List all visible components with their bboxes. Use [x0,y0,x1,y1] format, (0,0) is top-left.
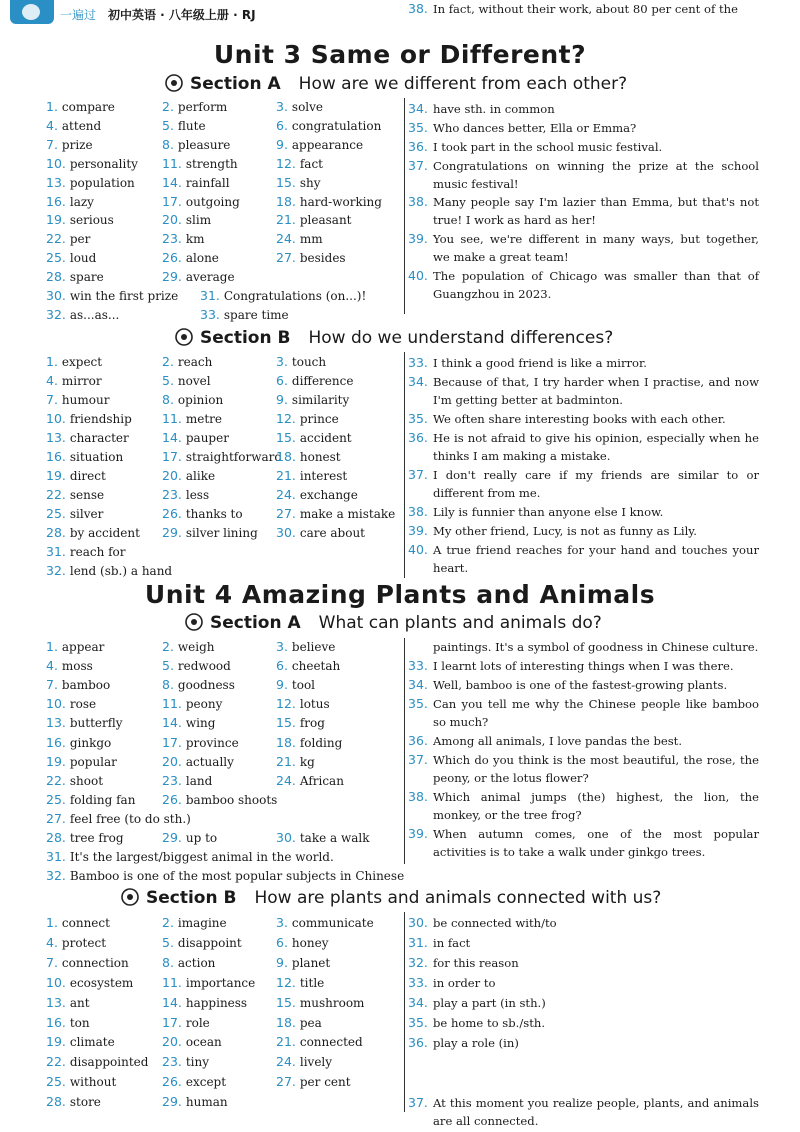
pen-medal-icon [184,613,204,631]
vocab-item: 15. mushroom [276,994,365,1010]
vocab-item: 13. population [46,174,135,190]
sentence-item: in order to [433,976,496,990]
sentence-number: 36. [408,430,428,445]
sentence-item: You see, we're different in many ways, but together, we make a great team! [433,232,759,265]
vocab-item: 11. metre [162,411,222,426]
vocab-item: 16. ginkgo [46,734,112,750]
vocab-item: 32. Bamboo is one of the most popular subjects in Chinese [46,868,405,884]
vocab-item: 12. prince [276,411,339,426]
vocab-item: 8. opinion [162,392,224,407]
vocab-item: 7. bamboo [46,677,111,693]
vocab-item: 5. disappoint [162,934,242,950]
series-title: 初中英语 · 八年级上册 · RJ [108,8,256,22]
vocab-item: 20. alike [162,468,216,483]
vocab-item: 27. make a mistake [276,506,396,521]
sentence-number: 35. [408,696,428,711]
logo-text: 一遍过 [60,8,97,22]
vocab-item: 30. take a walk [276,830,370,845]
vocab-item: 11. strength [162,155,238,171]
vocab-item: 8. goodness [162,677,235,693]
sentence-item: be home to sb./sth. [433,1016,546,1030]
vocab-item: 24. mm [276,231,323,247]
vocab-item: 5. redwood [162,658,231,674]
sentence-number: 38. [408,504,428,519]
sentence-item: Lily is funnier than anyone else I know. [433,505,664,519]
vocab-item: 12. fact [276,155,323,171]
sentence-item: Many people say I'm lazier than Emma, but that's not true! I work as hard as her! [433,195,759,228]
vocab-item: 8. action [162,954,216,970]
sentence-item: The population of Chicago was smaller than that of Guangzhou in 2023. [433,269,759,302]
vocab-item: 23. km [162,231,205,247]
sentence-number: 31. [408,935,428,950]
vocab-item: 7. humour [46,392,110,407]
sentence-continuation: paintings. It's a symbol of goodness in Chinese culture. [433,640,759,654]
vocab-item: 3. believe [276,639,336,654]
vocab-item: 14. pauper [162,430,229,445]
sentence-item: Among all animals, I love pandas the best. [433,734,683,748]
vocab-item: 1. expect [46,354,103,369]
vocab-item: 14. wing [162,715,216,731]
vocab-item: 28. tree frog [46,830,124,845]
vocab-item: 13. character [46,430,129,445]
vocab-item: 25. without [46,1074,117,1090]
sentence-number: 35. [408,120,428,135]
vocab-item: 31. It's the largest/biggest animal in the world. [46,849,334,865]
sentence-number: 40. [408,268,428,283]
vocab-item: 26. alone [162,250,219,266]
divider [404,912,405,1112]
divider [404,98,405,314]
vocab-item: 31. reach for [46,544,126,559]
sentence-item: I took part in the school music festival. [433,140,663,154]
sentence-number: 35. [408,411,428,426]
vocab-item: 5. flute [162,117,206,133]
sentence-number: 38. [408,1,428,16]
vocab-item: 16. ton [46,1014,90,1030]
sentence-number: 40. [408,542,428,557]
vocab-item: 2. reach [162,354,213,369]
sentence-number: 37. [408,158,428,173]
vocab-item: 17. role [162,1014,210,1030]
vocab-item: 10. friendship [46,411,132,426]
sentence-number: 33. [408,658,428,673]
vocab-item: 13. butterfly [46,715,123,731]
sentence-item: Which do you think is the most beautiful, the rose, the peony, or the lotus flower? [433,753,759,786]
divider [404,352,405,578]
sentence-number: 38. [408,194,428,209]
sentence-number: 37. [408,467,428,482]
unit4-secB-heading: Section B How are plants and animals connected with us? [120,888,661,908]
vocab-item: 25. folding fan [46,791,136,807]
unit4-secA-heading: Section A What can plants and animals do? [184,613,602,633]
vocab-item: 20. ocean [162,1034,222,1050]
sentence-item: Because of that, I try harder when I practise, and now I'm getting better at badminton. [433,375,759,408]
sentence-number: 32. [408,955,428,970]
vocab-item: 2. imagine [162,915,227,930]
vocab-item: 25. silver [46,506,104,521]
vocab-item: 18. hard-working [276,193,382,209]
vocab-item: 12. title [276,974,325,990]
sentence-item: I think a good friend is like a mirror. [433,356,647,370]
vocab-item: 29. human [162,1094,228,1110]
sentence-number: 30. [408,915,428,930]
sentence-item: Can you tell me why the Chinese people like bamboo so much? [433,697,759,730]
vocab-item: 4. attend [46,117,102,133]
sentence-number: 34. [408,101,428,116]
vocab-item: 22. sense [46,487,105,502]
vocab-item: 26. bamboo shoots [162,791,278,807]
pen-medal-icon [164,74,184,92]
vocab-item: 18. pea [276,1014,322,1030]
sentence-number: 36. [408,733,428,748]
sentence-item: Well, bamboo is one of the fastest-growing plants. [433,678,728,692]
sentence-item: I learnt lots of interesting things when I was there. [433,659,734,673]
vocab-item: 14. happiness [162,994,248,1010]
sentence-item: Who dances better, Ella or Emma? [433,121,637,135]
vocab-item: 30. care about [276,525,365,540]
publisher-logo [10,0,54,24]
vocab-item: 23. tiny [162,1054,210,1070]
vocab-item: 19. serious [46,212,114,228]
vocab-item: 3. solve [276,99,324,114]
vocab-item: 21. pleasant [276,212,352,228]
vocab-item: 9. similarity [276,392,350,407]
sentence-item: for this reason [433,956,519,970]
vocab-item: 28. by accident [46,525,140,540]
vocab-item: 24. lively [276,1054,333,1070]
vocab-item: 8. pleasure [162,136,231,152]
vocab-item: 21. kg [276,753,315,769]
sentence-item: Which animal jumps (the) highest, the lion, the monkey, or the tree frog? [433,790,759,823]
sentence-number: 34. [408,995,428,1010]
vocab-item: 32. lend (sb.) a hand [46,563,173,578]
vocab-item: 1. compare [46,99,115,114]
unit3-secB-heading: Section B How do we understand differences? [174,328,613,348]
pen-medal-icon [120,888,140,906]
vocab-item: 15. accident [276,430,352,445]
vocab-item: 21. interest [276,468,348,483]
vocab-item: 15. frog [276,715,325,731]
vocab-item: 7. connection [46,954,129,970]
vocab-item: 24. exchange [276,487,358,502]
vocab-item: 11. importance [162,974,256,990]
vocab-item: 10. personality [46,155,138,171]
vocab-item: 29. silver lining [162,525,258,540]
sentence-number: 34. [408,677,428,692]
sentence-number: 33. [408,355,428,370]
vocab-item: 7. prize [46,136,93,152]
vocab-item: 2. weigh [162,639,215,654]
sentence-item: in fact [433,936,471,950]
sentence-item: play a role (in) [433,1036,519,1050]
vocab-item: 26. thanks to [162,506,243,521]
sentence-number: 33. [408,975,428,990]
vocab-item: 22. shoot [46,772,104,788]
vocab-item: 6. cheetah [276,658,341,674]
sentence-number: 38. [408,789,428,804]
vocab-item: 26. except [162,1074,227,1090]
vocab-item: 18. folding [276,734,343,750]
sentence-number: 39. [408,231,428,246]
vocab-item: 17. straightforward [162,449,283,464]
sentence-number: 34. [408,374,428,389]
vocab-item: 27. besides [276,250,346,266]
sentence-item: be connected with/to [433,916,557,930]
divider [404,638,405,864]
vocab-item: 23. less [162,487,210,502]
vocab-item: 25. loud [46,250,97,266]
unit3-title: Unit 3 Same or Different? [213,40,587,69]
vocab-item: 9. planet [276,954,331,970]
vocab-item: 4. moss [46,658,93,674]
sentence-number: 36. [408,139,428,154]
sentence-item: have sth. in common [433,102,555,116]
vocab-item: 16. lazy [46,193,94,209]
sentence-number: 39. [408,523,428,538]
vocab-item: 19. popular [46,753,117,769]
vocab-item: 28. spare [46,269,104,285]
vocab-item: 20. slim [162,212,212,228]
vocab-item: 27. per cent [276,1074,351,1090]
pen-medal-icon [174,328,194,346]
vocab-item: 2. perform [162,99,228,114]
vocab-item: 28. store [46,1094,101,1110]
vocab-item: 15. shy [276,174,321,190]
sentence-number: 36. [408,1035,428,1050]
vocab-item: 1. connect [46,915,110,930]
sentence-item: When autumn comes, one of the most popular activities is to take a walk under ginkgo trees. [433,827,759,860]
vocab-item: 32. as...as... [46,306,120,322]
vocab-item: 17. outgoing [162,193,240,209]
vocab-item: 30. win the first prize [46,288,179,303]
vocab-item: 19. climate [46,1034,115,1050]
sentence-number: 37. [408,752,428,767]
vocab-item: 11. peony [162,696,223,712]
vocab-item: 9. appearance [276,136,364,152]
vocab-item: 9. tool [276,677,316,693]
sentence-item: At this moment you realize people, plants, and animals are all connected. [433,1096,759,1129]
unit4-title: Unit 4 Amazing Plants and Animals [144,580,656,609]
vocab-item: 16. situation [46,449,124,464]
vocab-item: 31. Congratulations (on...)! [200,288,367,303]
vocab-item: 14. rainfall [162,174,230,190]
sentence-item: We often share interesting books with each other. [433,412,726,426]
vocab-item: 4. protect [46,934,107,950]
vocab-item: 24. African [276,772,344,788]
sentence-item: In fact, without their work, about 80 per cent of the [433,2,738,16]
vocab-item: 19. direct [46,468,106,483]
unit3-secA-heading: Section A How are we different from each other? [164,74,627,94]
vocab-item: 6. difference [276,373,354,388]
vocab-item: 20. actually [162,753,234,769]
sentence-item: A true friend reaches for your hand and touches your heart. [433,543,759,576]
vocab-item: 12. lotus [276,696,330,712]
vocab-item: 29. average [162,269,235,285]
vocab-item: 4. mirror [46,373,102,388]
sentence-number: 37. [408,1095,428,1110]
vocab-item: 18. honest [276,449,341,464]
sentence-item: He is not afraid to give his opinion, especially when he thinks I am making a mistake. [433,431,759,464]
vocab-item: 3. touch [276,354,327,369]
vocab-item: 6. honey [276,934,329,950]
vocab-item: 29. up to [162,830,218,845]
vocab-item: 6. congratulation [276,117,382,133]
vocab-item: 10. rose [46,696,97,712]
vocab-item: 3. communicate [276,915,374,930]
vocab-item: 5. novel [162,373,211,388]
sentence-item: I don't really care if my friends are similar to or different from me. [433,468,759,501]
vocab-item: 23. land [162,772,213,788]
vocab-item: 22. per [46,231,91,247]
vocab-item: 10. ecosystem [46,974,134,990]
vocab-item: 21. connected [276,1034,363,1050]
sentence-number: 39. [408,826,428,841]
vocab-item: 1. appear [46,639,105,654]
sentence-item: play a part (in sth.) [433,996,546,1010]
sentence-number: 35. [408,1015,428,1030]
sentence-item: My other friend, Lucy, is not as funny as Lily. [433,524,697,538]
sentence-item: Congratulations on winning the prize at the school music festival! [433,159,759,192]
vocab-item: 22. disappointed [46,1054,149,1070]
vocab-item: 33. spare time [200,306,289,322]
vocab-item: 13. ant [46,994,90,1010]
vocab-item: 17. province [162,734,239,750]
vocab-item: 27. feel free (to do sth.) [46,810,191,826]
